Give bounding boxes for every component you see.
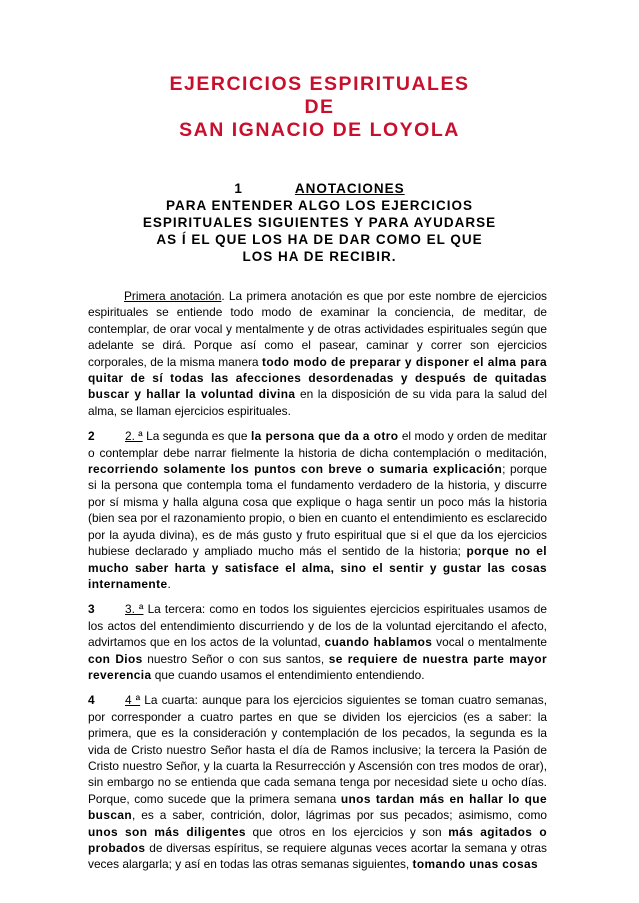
- section-subtitle-line-3: AS Í EL QUE LOS HA DE DAR COMO EL QUE: [156, 232, 483, 247]
- document-title-line-3: SAN IGNACIO DE LOYOLA: [179, 119, 460, 141]
- paragraph-4-label: 4 ª: [125, 693, 141, 708]
- paragraph-4-number: 4: [88, 693, 95, 708]
- paragraph-1-emphasis: todo modo de preparar y disponer el alma para quitar de sí todas las afecciones desordenadas y después de quitadas buscar y hallar la voluntad divina: [88, 354, 547, 402]
- paragraph-2-number: 2: [88, 429, 95, 444]
- paragraph-4-text-3: que otros en los ejercicios y son: [245, 824, 449, 839]
- paragraph-4-text: La cuarta: aunque para los ejercicios siguientes se toman cuatro semanas, por corresponder a cuatro partes en que se dividen los ejercicios (es a saber: la primera, que es la consideración y contemplación de los pecados, la segunda es la vida de Cristo nuestro Señor hasta el día de Ramos inclusive; la tercera la Pasión de Cristo nuestro Señor, y la cuarta la Resurrección y Ascensión con tres modos de orar), sin embargo no se entienda que cada semana tenga por necesidad siete u ocho días. Porque, como sucede que la primera semana: [88, 693, 547, 806]
- paragraph-2-emphasis-2: recorriendo solamente los puntos con breve o sumaria explicación: [88, 462, 503, 477]
- paragraph-2-text-4: .: [167, 576, 171, 591]
- paragraph-2-text-3: ; porque si la persona que contempla toma el fundamento verdadero de la historia, y discurre por sí misma y halla alguna cosa que explique o haga sentir un poco más la historia (bien sea por el razonamiento propio, o bien en cuanto el entendimiento es esclarecido por la ayuda divina), es de más gusto y fruto espiritual que si el que da los ejercicios hubiese declarado y ampliado mucho más el sentido de la historia;: [88, 462, 547, 559]
- section-subtitle-line-4: LOS HA DE RECIBIR.: [242, 249, 397, 264]
- paragraph-1: [88, 288, 547, 419]
- document-title-line-2: DE: [304, 96, 335, 118]
- paragraph-2: [88, 428, 547, 592]
- section-subtitle-line-1: PARA ENTENDER ALGO LOS EJERCICIOS: [165, 198, 474, 213]
- paragraph-1-text-end: en la disposición de su vida para la salud del alma, se llaman ejercicios espirituales.: [88, 387, 547, 418]
- paragraph-3-text-3: nuestro Señor o con sus santos,: [142, 651, 329, 666]
- document-title-line-1: EJERCICIOS ESPIRITUALES: [169, 73, 470, 95]
- paragraph-3-emphasis-1: cuando hablamos: [324, 635, 433, 650]
- paragraph-1-text: . La primera anotación es que por este nombre de ejercicios espirituales se entiende todo modo de examinar la conciencia, de meditar, de contemplar, de orar vocal y mentalmente y de otras actividades espirituales según que adelante se dirá. Porque así como el pasear, caminar y correr son ejercicios corporales, de la misma manera: [88, 289, 547, 369]
- paragraph-4-emphasis-4: tomando unas cosas: [412, 857, 539, 872]
- paragraph-3: [88, 601, 547, 683]
- section-heading-label: ANOTACIONES: [294, 181, 405, 196]
- paragraph-3-emphasis-3: se requiere de nuestra parte mayor reverencia: [88, 651, 547, 682]
- paragraph-1-label: Primera anotación: [124, 289, 222, 303]
- paragraph-2-text-2: el modo y orden de meditar o contemplar debe narrar fielmente la historia de dicha contemplación o meditación,: [88, 429, 548, 460]
- paragraph-3-text: La tercera: como en todos los siguientes ejercicios espirituales usamos de los actos del entendimiento discurriendo y de los de la voluntad ejercitando el afecto, advirtamos que en los actos de la voluntad,: [88, 602, 548, 650]
- paragraph-2-emphasis-3: porque no el mucho saber harta y satisface el alma, sino el sentir y gustar las cosas internamente: [88, 544, 547, 591]
- paragraph-4-emphasis-1: unos tardan más en hallar lo que buscan: [88, 791, 547, 823]
- section-subtitle-line-2: ESPIRITUALES SIGUIENTES Y PARA AYUDARSE: [142, 215, 497, 230]
- paragraph-4-text-4: de diversas espíritus, se requiere algunas veces acortar la semana y otras veces alargarla; y así en todas las otras semanas siguientes,: [88, 841, 547, 872]
- section-heading: [0, 180, 639, 197]
- paragraph-2-emphasis-1: la persona que da a otro: [250, 429, 399, 444]
- paragraph-3-text-4: que cuando usamos el entendimiento entendiendo.: [151, 667, 425, 682]
- paragraph-4-emphasis-2: unos son más diligentes: [88, 824, 246, 839]
- paragraph-3-text-2: vocal o mentalmente: [432, 635, 547, 650]
- body-text: [88, 288, 547, 873]
- paragraph-3-label: 3. ª: [125, 602, 144, 617]
- paragraph-4-emphasis-3: más agitados o probados: [88, 824, 547, 855]
- paragraph-2-label: 2. ª: [125, 429, 143, 444]
- paragraph-4-text-2: , es a saber, contrición, dolor, lágrimas por sus pecados; asimismo, como: [132, 808, 547, 823]
- paragraph-3-emphasis-2: con Dios: [88, 651, 143, 666]
- paragraph-4: [88, 692, 547, 872]
- paragraph-2-text: La segunda es que: [142, 429, 251, 444]
- section-number: 1: [234, 181, 243, 196]
- paragraph-3-number: 3: [88, 602, 95, 617]
